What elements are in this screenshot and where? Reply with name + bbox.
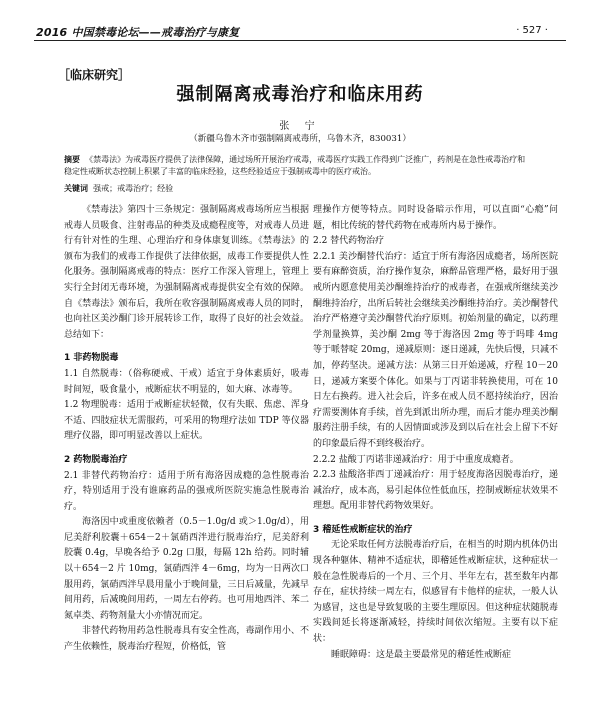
body-paragraph: 睡眠障碍：这是最主要最常见的稽延性戒断症	[331, 649, 512, 660]
abstract	[64, 154, 532, 177]
left-column	[64, 203, 309, 656]
header-rule	[34, 40, 566, 41]
subsection-1-2: 1.2 物理脱毒：适用于戒断症状轻微，仅有失眠、焦虑、浑身不适、四肢症状无需服药，可采用的物理疗法如 TDP 等仪器理疗仪器，即可明显改善以上症状。	[64, 400, 309, 442]
section-heading-1: 1 非药物脱毒	[64, 353, 119, 364]
affiliation: （新疆乌鲁木齐市强制隔离戒毒所，乌鲁木齐，830031）	[189, 134, 411, 144]
intro-paragraph: 《禁毒法》第四十三条规定：强制隔离戒毒场所应当根据戒毒人员吸食、注射毒品的种类及成瘾程度等，对戒毒人员进行有针对性的生理、心理治疗和身体康复训练。《禁毒法》的颁布为我们的戒毒工作提供了法律依据，成毒工作要提供人性化服务。强制隔离戒毒的特点：医疗工作深入管理上，管理上实行全封闭无毒环境，为强制隔离戒毒提供安全有效的保障。自《禁毒法》颁布后，我所在收容强制隔离戒毒人员的同时，也向社区美沙酮门诊开展转诊工作，取得了良好的社会效益。总结如下：	[64, 205, 309, 340]
author: 张 宁	[279, 121, 321, 132]
subsection-heading-2-2: 2.2 替代药物治疗	[313, 236, 385, 247]
abstract-label: 摘要	[64, 155, 80, 164]
journal-header: 2016 中国禁毒论坛——戒毒治疗与康复	[36, 26, 240, 39]
keywords	[64, 183, 173, 194]
section-heading-3: 3 稽延性戒断症状的治疗	[313, 524, 413, 535]
keywords-text: 强戒；戒毒治疗；经验	[93, 184, 174, 193]
keywords-label: 关键词	[64, 184, 88, 193]
subsection-2-2-2: 2.2.2 盐酸丁丙诺非递减治疗：用于中重度成瘾者。	[313, 454, 519, 465]
article-title: 强制隔离戒毒治疗和临床用药	[176, 84, 424, 105]
subsection-2-2-3: 2.2.3 盐酸洛菲西丁递减治疗：用于轻度海洛因脱毒治疗，递减治疗，成本高，易引起体位性低血压，控制戒断症状效果不理想。配用非替代药物效果好。	[313, 470, 558, 512]
body-paragraph: 海洛因中或重度依赖者（0.5－1.0g/d 或＞1.0g/d），用尼美舒利胶囊＋654－2＋氯硝西泮进行脱毒治疗，尼美舒利胶囊 0.4g，早晚各给予 0.2g 口服，每隔 12h 给药。同时辅以＋654－2 片 10mg，氯硝西泮 4－6mg，均为一日两次口服用药，氯硝西泮早晨用量小于晚间量，三日后减量，先减早间用药，后减晚间用药，一周左右停药。也可用地西泮、苯二氮卓类、药物剂量大小亦情况而定。	[64, 517, 309, 621]
section-tag: ［临床研究］	[58, 68, 131, 82]
subsection-1-1: 1.1 自然脱毒：（俗称硬戒、干戒）适宜于身体素质好，吸毒时间短，吸食量小，戒断症状不明显的，如大麻、冰毒等。	[64, 368, 309, 395]
right-column	[313, 203, 558, 663]
body-paragraph: 理操作方便等特点。同时设备暗示作用，可以直面“心瘾”问题，相比传统的替代药物在戒毒所内易于操作。	[313, 205, 558, 231]
body-paragraph: 非替代药物用药急性脱毒具有安全性高，毒副作用小、不产生依赖性，脱毒治疗程短，价格低，管	[64, 626, 309, 653]
page-number: · 527 ·	[516, 25, 548, 36]
abstract-text: 《禁毒法》为戒毒医疗提供了法律保障，通过场所开展治疗戒毒，戒毒医疗实践工作得到广泛推广，药剂是在急性戒毒治疗和稳定性戒断状态控制上积累了丰富的临床经验，这些经验适应于强制戒毒中的医疗戒治。	[64, 155, 526, 176]
section-heading-2: 2 药物脱毒治疗	[64, 454, 128, 465]
subsection-2-2-1: 2.2.1 美沙酮替代治疗：适宜于所有海洛因成瘾者，场所医院要有麻醉资质，治疗操作复杂，麻醉品管理严格，最好用于强戒所内愿意使用美沙酮维持治疗的戒毒者，在强戒所继续美沙酮维持治疗，出所后转社会继续美沙酮维持治疗。美沙酮替代治疗严格遵守美沙酮替代治疗原则。初始剂量的确定，以药理学剂量换算，美沙酮 2mg 等于海洛因 2mg 等于吗啡 4mg 等于哌替啶 20mg，递减原则：逐日递减，先快后慢，只减不加，停药坚决。递减方法：从第三日开始递减，疗程 10－20 日，递减方案要个体化。如果与丁丙诺非转换使用，可在 10 日左右换药。进入社会后，许多在戒人员不愿持续治疗，因治疗需要测体育手续，首先到派出所办理，而后才能办理美沙酮服药注册手续，有的人因情面或涉及到以后在社会上留下不好的印象最后得不到终极治疗。	[313, 251, 558, 449]
body-paragraph: 无论采取任何方法脱毒治疗后，在相当的时期内机体仍出现各种躯体、精神不适症状，即稽延性戒断症状，这种症状一般在急性脱毒后的一个月、三个月、半年左右，甚至数年内都存在，症状持续一周左右，似感冒有卡他样的症状，一般人认为感冒，这也是导致复吸的主要生理原因。但这种症状随脱毒实践间延长将逐渐减轻，持续时间依次缩短。主要有以下症状：	[313, 540, 558, 645]
subsection-2-1: 2.1 非替代药物治疗：适用于所有海洛因成瘾的急性脱毒治疗，特别适用于没有谁麻药品的强戒所医院实施急性脱毒治疗。	[64, 470, 309, 512]
